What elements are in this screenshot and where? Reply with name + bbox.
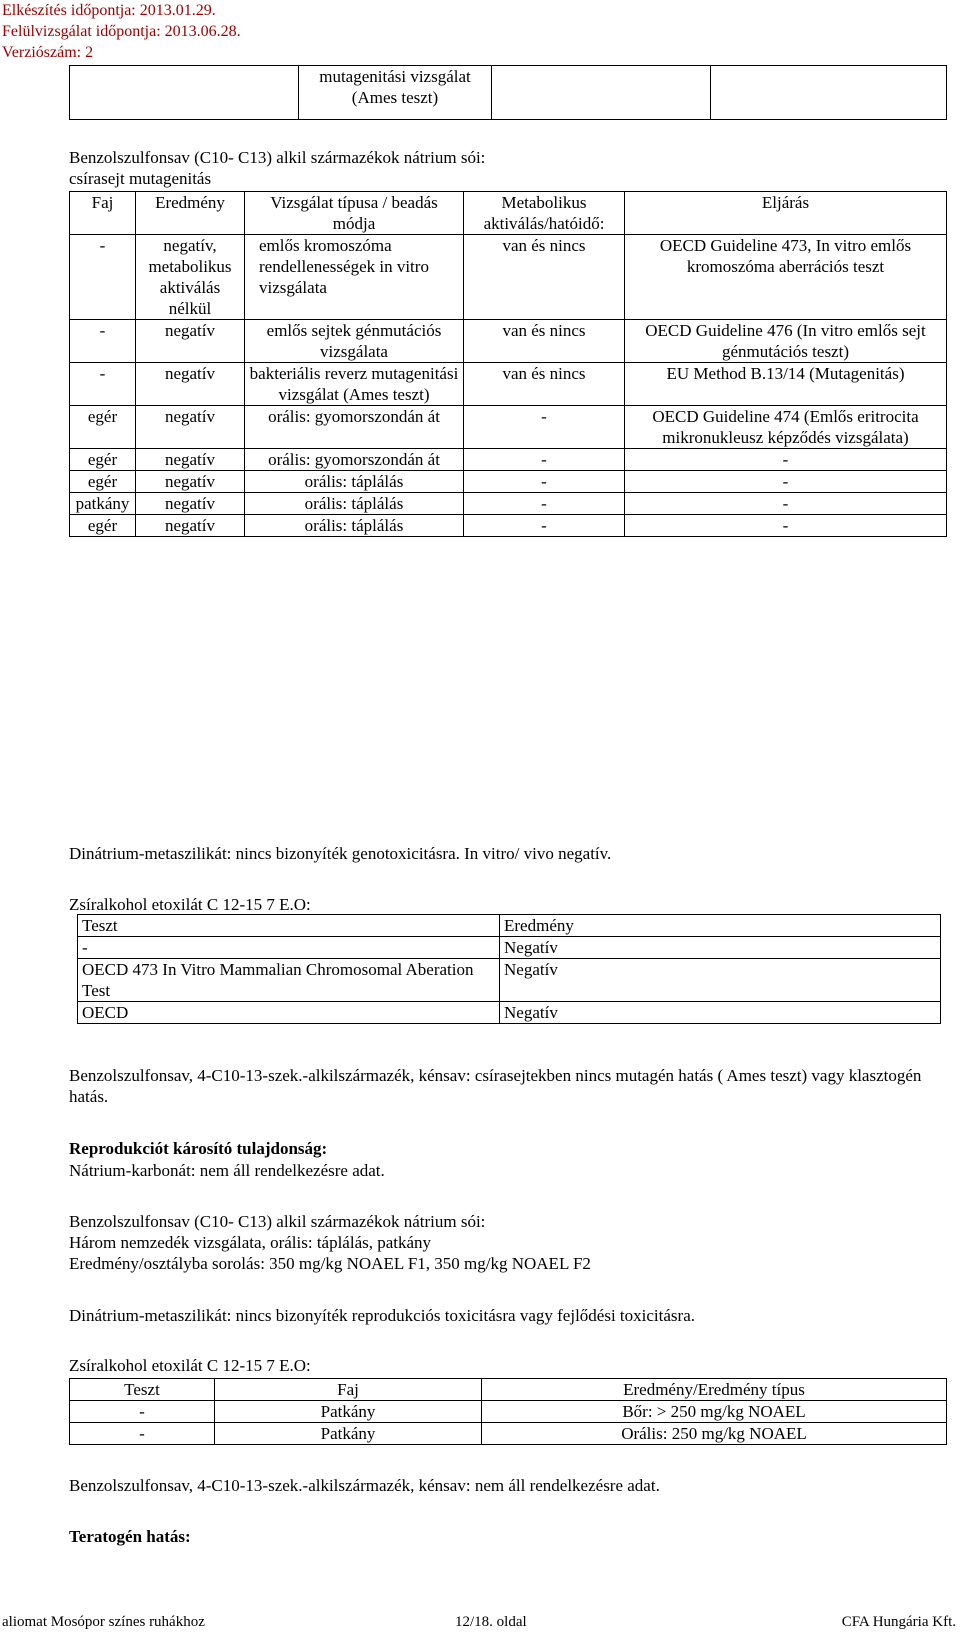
- section2-title: Zsíralkohol etoxilát C 12-15 7 E.O:: [69, 895, 311, 914]
- repro-sodium-carbonate: Nátrium-karbonát: nem áll rendelkezésre adat.: [69, 1161, 385, 1180]
- created-date: Elkészítés időpontja: 2013.01.29.: [2, 2, 216, 19]
- germcell-mutagenicity-table: [69, 191, 947, 537]
- table-header-row: Faj Eredmény Vizsgálat típusa / beadás módja Metabolikus aktiválás/hatóidő: Eljárás: [70, 192, 947, 235]
- table-row: - negatív emlős sejtek génmutációs vizsgálata van és nincs OECD Guideline 476 (In vitro emlős sejt génmutációs teszt): [70, 320, 947, 363]
- table-row: egér negatív orális: táplálás - -: [70, 515, 947, 537]
- table-header-row: Teszt Faj Eredmény/Eredmény típus: [70, 1379, 947, 1401]
- table-row: patkány negatív orális: táplálás - -: [70, 493, 947, 515]
- table-row: - Negatív: [78, 937, 941, 959]
- ethoxylate-repro-table: [69, 1378, 947, 1445]
- benzol-germcell-text: Benzolszulfonsav, 4-C10-13-szek.-alkilszármazék, kénsav: csírasejtekben nincs mutagén hatás ( Ames teszt) vagy klasztogén hatás.: [69, 1066, 922, 1106]
- table-header-row: Teszt Eredmény: [78, 915, 941, 937]
- benzol-repro-block: Benzolszulfonsav (C10- C13) alkil származékok nátrium sói: Három nemzedék vizsgálata, orális: táplálás, patkány Eredmény/osztályba sorolás: 350 mg/kg NOAEL F1, 350 mg/kg NOAEL F2: [69, 1212, 591, 1273]
- section1-title: Benzolszulfonsav (C10- C13) alkil származékok nátrium sói: csírasejt mutagenitás: [69, 148, 486, 188]
- footer-company: CFA Hungária Kft.: [841, 1614, 956, 1630]
- table-row: - negatív, metabolikus aktiválás nélkül emlős kromoszóma rendellenességek in vitro vizsgálata van és nincs OECD Guideline 473, In vitro emlős kromoszóma aberrációs teszt: [70, 235, 947, 320]
- dinatrium-genotox-text: Dinátrium-metaszilikát: nincs bizonyíték genotoxicitásra. In vitro/ vivo negatív.: [69, 844, 612, 863]
- repro-heading: Reprodukciót károsító tulajdonság:: [69, 1139, 328, 1158]
- table-row: egér negatív orális: táplálás - -: [70, 471, 947, 493]
- table-row: egér negatív orális: gyomorszondán át - -: [70, 449, 947, 471]
- dinatrium-repro-text: Dinátrium-metaszilikát: nincs bizonyíték reprodukciós toxicitásra vagy fejlődési toxicitásra.: [69, 1306, 695, 1325]
- document-header: [2, 0, 241, 63]
- section3-title: Zsíralkohol etoxilát C 12-15 7 E.O:: [69, 1356, 311, 1375]
- terato-heading: Teratogén hatás:: [69, 1527, 191, 1546]
- table-row: OECD Negatív: [78, 1002, 941, 1024]
- footer-page: 12/18. oldal: [455, 1614, 527, 1630]
- revised-date: Felülvizsgálat időpontja: 2013.06.28.: [2, 23, 241, 40]
- table-row: - Patkány Bőr: > 250 mg/kg NOAEL: [70, 1401, 947, 1423]
- table-row: OECD 473 In Vitro Mammalian Chromosomal Aberation Test Negatív: [78, 959, 941, 1002]
- benzol-repro-text: Benzolszulfonsav, 4-C10-13-szek.-alkilszármazék, kénsav: nem áll rendelkezésre adat.: [69, 1476, 660, 1495]
- table-row: - Patkány Orális: 250 mg/kg NOAEL: [70, 1423, 947, 1445]
- table-row: egér negatív orális: gyomorszondán át - OECD Guideline 474 (Emlős eritrocita mikronukleusz képződés vizsgálata): [70, 406, 947, 449]
- continuation-cell: mutagenitási vizsgálat (Ames teszt): [299, 66, 492, 120]
- table-row: - negatív bakteriális reverz mutagenitási vizsgálat (Ames teszt) van és nincs EU Method B.13/14 (Mutagenitás): [70, 363, 947, 406]
- footer-product: aliomat Mosópor színes ruhákhoz: [2, 1614, 205, 1630]
- continuation-table: [69, 65, 947, 120]
- ethoxylate-mutagenicity-table: [77, 914, 941, 1024]
- version: Verziószám: 2: [2, 44, 94, 61]
